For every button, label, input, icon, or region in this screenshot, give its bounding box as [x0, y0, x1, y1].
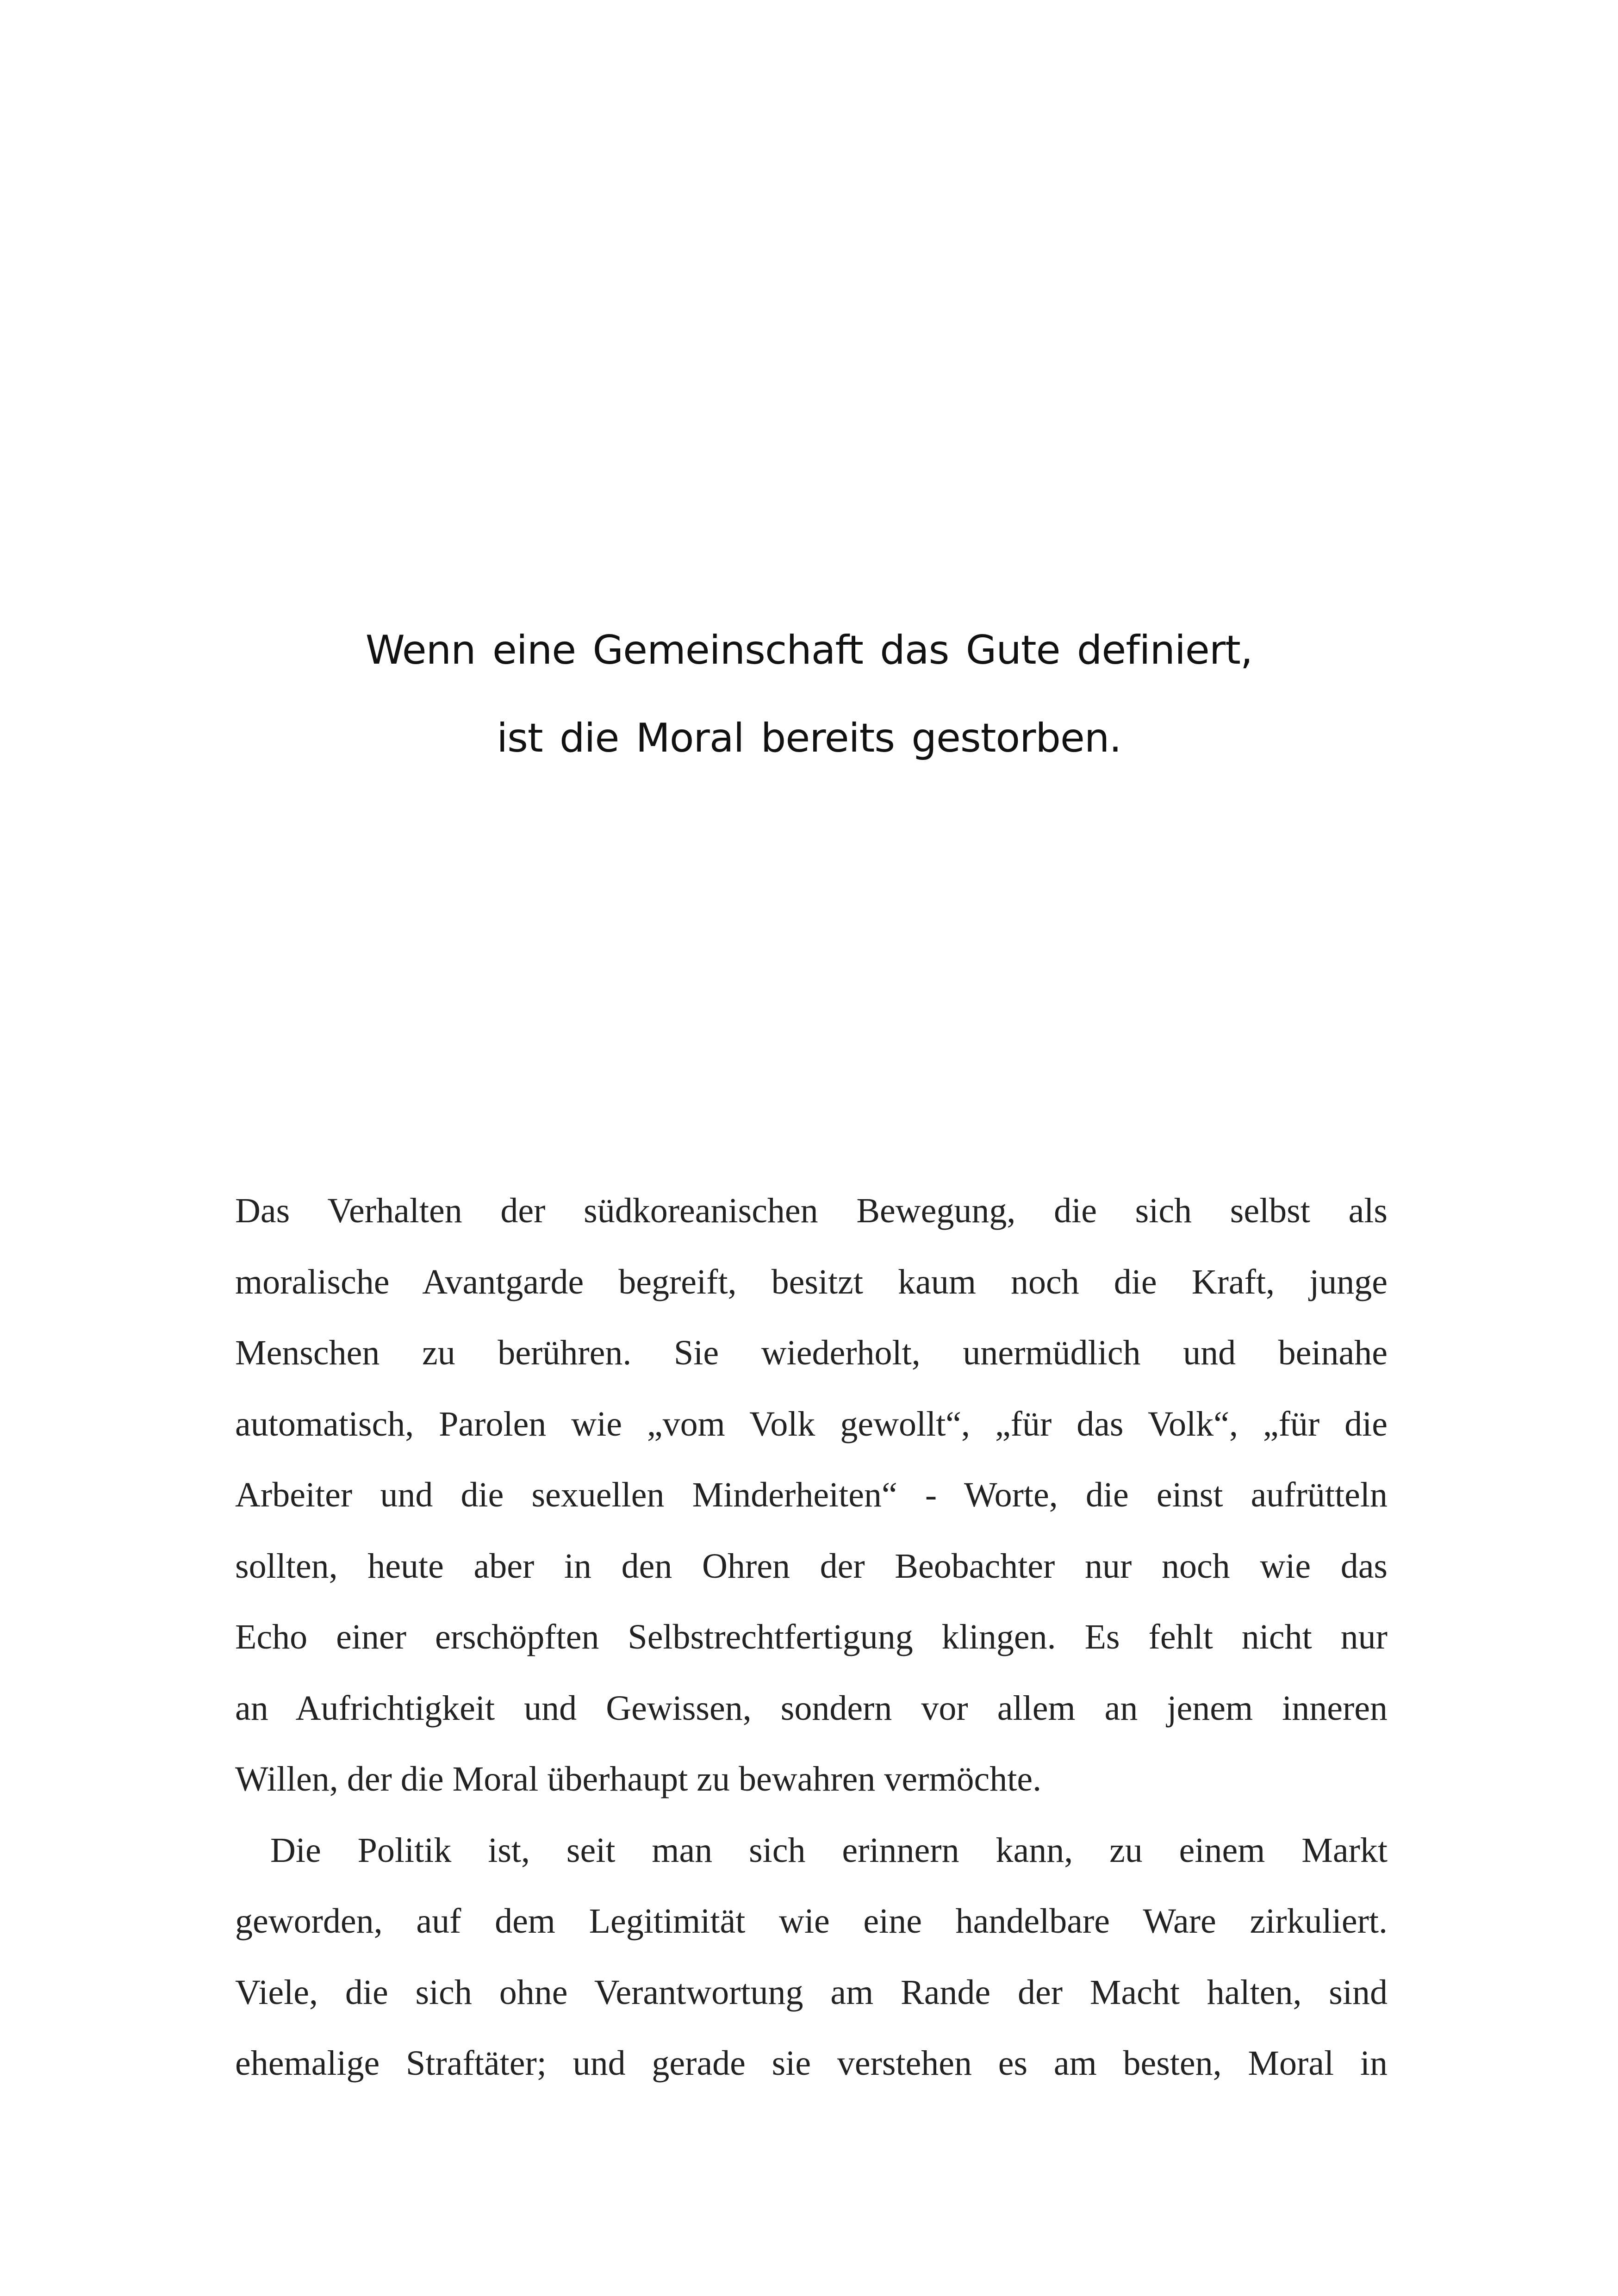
paragraph-line: Willen, der die Moral überhaupt zu bewahren vermöchte.: [235, 1760, 1042, 1798]
paragraph-line: Das Verhalten der südkoreanischen Bewegung, die sich selbst als: [235, 1191, 1388, 1230]
paragraph-line: automatisch, Parolen wie „vom Volk gewollt“, „für das Volk“, „für die: [235, 1404, 1388, 1444]
body-text: [235, 1176, 1388, 2099]
title-line-1: Wenn eine Gemeinschaft das Gute definiert,: [365, 627, 1253, 673]
paragraph-line: Menschen zu berühren. Sie wiederholt, unermüdlich und beinahe: [235, 1333, 1388, 1372]
paragraph-line: Echo einer erschöpften Selbstrechtfertigung klingen. Es fehlt nicht nur: [235, 1618, 1388, 1656]
title-line-2: ist die Moral bereits gestorben.: [497, 715, 1121, 761]
paragraph-line: an Aufrichtigkeit und Gewissen, sondern vor allem an jenem inneren: [235, 1688, 1388, 1728]
paragraph-line: Die Politik ist, seit man sich erinnern kann, zu einem Markt: [270, 1830, 1388, 1870]
paragraph-line: Viele, die sich ohne Verantwortung am Rande der Macht halten, sind: [235, 1972, 1388, 2012]
document-title: [0, 606, 1618, 782]
paragraph-line: Arbeiter und die sexuellen Minderheiten“ - Worte, die einst aufrütteln: [235, 1475, 1388, 1514]
paragraph-2: [235, 1815, 1388, 2099]
paragraph-1: [235, 1176, 1388, 1815]
paragraph-line: geworden, auf dem Legitimität wie eine handelbare Ware zirkuliert.: [235, 1902, 1388, 1941]
paragraph-line: sollten, heute aber in den Ohren der Beobachter nur noch wie das: [235, 1546, 1388, 1586]
paragraph-line: ehemalige Straftäter; und gerade sie verstehen es am besten, Moral in: [235, 2044, 1388, 2083]
paragraph-line: moralische Avantgarde begreift, besitzt kaum noch die Kraft, junge: [235, 1262, 1388, 1301]
